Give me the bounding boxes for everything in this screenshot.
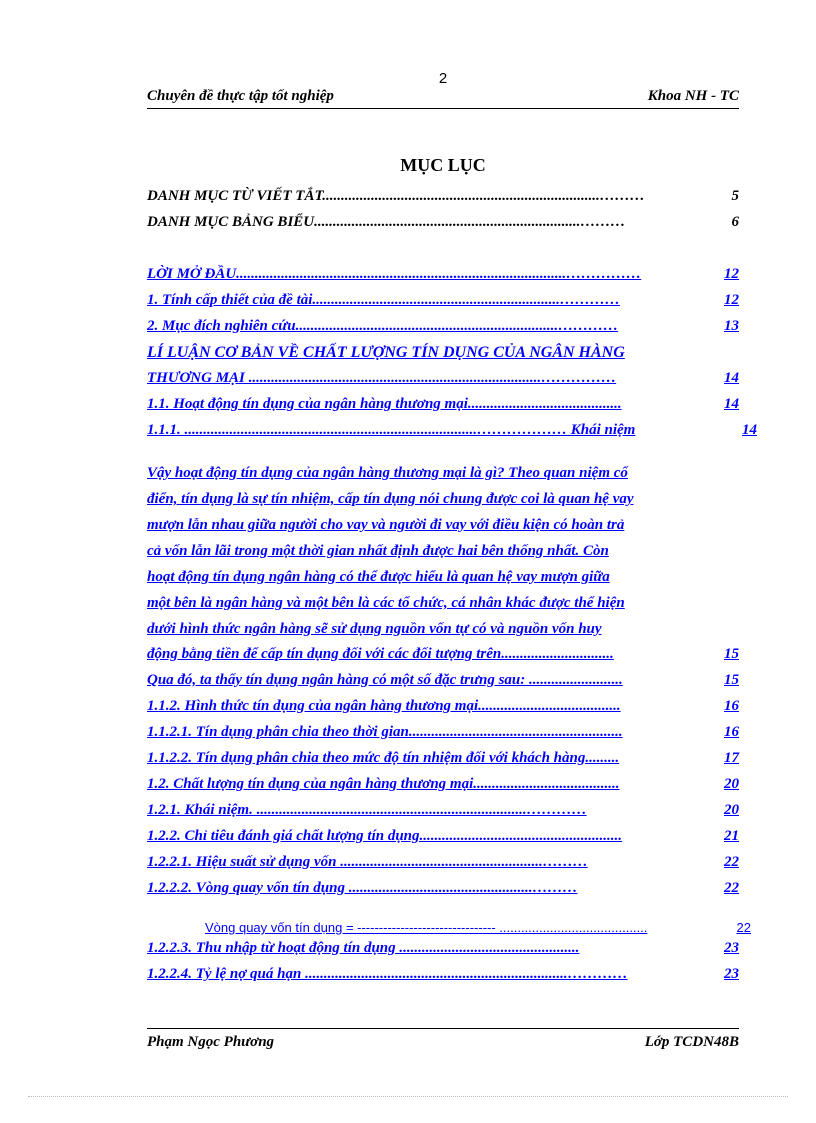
toc-after <box>147 642 739 902</box>
toc-link[interactable] <box>147 314 739 340</box>
toc-link-text: 1.1.1. ..............................................................................……………… Khái niệm <box>147 422 636 438</box>
toc-link[interactable] <box>147 936 739 962</box>
toc-link[interactable] <box>147 772 739 798</box>
toc-entry <box>147 210 739 236</box>
toc-link-page: 16 <box>724 698 739 714</box>
toc-link-page: 16 <box>724 724 739 740</box>
toc-link-page: 20 <box>724 776 739 792</box>
toc-link-text: động bằng tiền để cấp tín dụng đối với các đối tượng trên.............................. <box>147 646 614 662</box>
toc-link-text: Qua đó, ta thấy tín dụng ngân hàng có một số đặc trưng sau: ......................... <box>147 672 623 688</box>
paragraph-line: hoạt động tín dụng ngân hàng có thể được hiểu là quan hệ vay mượn giữa <box>147 569 610 585</box>
toc-link-page: 22 <box>724 854 739 870</box>
toc-link-page: 14 <box>724 396 739 412</box>
paragraph-line: mượn lẫn nhau giữa người cho vay và người đi vay với điều kiện có hoàn trả <box>147 517 625 533</box>
toc-link-page: 13 <box>724 318 739 334</box>
header-right: Khoa NH - TC <box>647 88 739 104</box>
toc-link[interactable] <box>147 668 739 694</box>
toc-link-page: 15 <box>724 672 739 688</box>
footer-left: Phạm Ngọc Phương <box>147 1034 275 1050</box>
toc-link[interactable] <box>147 720 739 746</box>
toc-entry-page: 6 <box>731 214 739 230</box>
toc-end <box>147 936 739 988</box>
paragraph-line: dưới hình thức ngân hàng sẽ sử dụng nguồn vốn tự có và nguồn vốn huy <box>147 621 602 637</box>
document-title: MỤC LỤC <box>400 155 486 175</box>
toc-link[interactable] <box>147 824 739 850</box>
toc-link-page: 12 <box>724 292 739 308</box>
toc-link-text: LÍ LUẬN CƠ BẢN VỀ CHẤT LƯỢNG TÍN DỤNG CỦA NGÂN HÀNG <box>147 344 625 361</box>
toc-link-text: 1.2.2.3. Thu nhập từ hoạt động tín dụng ................................................ <box>147 940 580 956</box>
toc-link[interactable] <box>147 746 739 772</box>
toc-link[interactable] <box>147 798 739 824</box>
toc-link-page: 15 <box>724 646 739 662</box>
toc-top <box>147 184 739 236</box>
formula-page: 22 <box>736 920 751 935</box>
toc-link[interactable] <box>147 288 739 314</box>
toc-link[interactable] <box>147 850 739 876</box>
toc-link-text: 1.1.2. Hình thức tín dụng của ngân hàng thương mại...................................... <box>147 698 621 714</box>
toc-link-text: 1.2. Chất lượng tín dụng của ngân hàng thương mại....................................... <box>147 776 620 792</box>
toc-link-text: 1.1.2.2. Tín dụng phân chia theo mức độ tín nhiệm đối với khách hàng......... <box>147 750 620 766</box>
toc-link-page: 14 <box>724 370 739 386</box>
toc-link-page: 23 <box>724 966 739 982</box>
paragraph-line: cả vốn lẫn lãi trong một thời gian nhất định được hai bên thống nhất. Còn <box>147 543 609 559</box>
toc-link-text: 1. Tính cấp thiết của đề tài..................................................................………… <box>147 292 620 308</box>
toc-link[interactable] <box>147 418 757 444</box>
toc-entry-text: DANH MỤC BẢNG BIỂU.......................................................................……… <box>147 214 626 230</box>
toc-link[interactable] <box>147 262 739 288</box>
toc-link-text: THƯƠNG MẠI ..............................................................................…………… <box>147 370 617 386</box>
toc-entry-page: 5 <box>731 188 739 204</box>
toc-link-text: 1.2.1. Khái niệm. ........................................................................………… <box>147 802 587 818</box>
toc-link-text: 2. Mục đích nghiên cứu......................................................................………… <box>147 318 619 334</box>
paragraph-line: điển, tín dụng là sự tín nhiệm, cấp tín dụng nói chung được coi là quan hệ vay <box>147 491 634 507</box>
toc-link-page: 20 <box>724 802 739 818</box>
toc-entry <box>147 184 739 210</box>
toc-link-page: 17 <box>724 750 739 766</box>
toc-link[interactable] <box>147 962 739 988</box>
toc-link-text: 1.2.2.4. Tỷ lệ nợ quá hạn ......................................................................………… <box>147 966 628 982</box>
toc-link-text: 1.2.2.1. Hiệu suất sử dụng vốn ......................................................……… <box>147 854 588 870</box>
toc-link-text: 1.1.2.1. Tín dụng phân chia theo thời gian......................................................... <box>147 724 623 740</box>
toc-entry-text: DANH MỤC TỪ VIẾT TẮT..........................................................................……… <box>147 188 645 204</box>
toc-link[interactable] <box>147 876 739 902</box>
toc-link[interactable] <box>147 694 739 720</box>
page-header <box>147 88 739 109</box>
header-left: Chuyên đề thực tập tốt nghiệp <box>147 88 334 104</box>
toc-link-page: 21 <box>724 828 739 844</box>
toc-link-text: 1.2.2.2. Vòng quay vốn tín dụng .................................................……… <box>147 880 578 896</box>
toc-main <box>147 262 757 444</box>
toc-link-text: 1.1. Hoạt động tín dụng của ngân hàng thương mại......................................... <box>147 396 622 412</box>
toc-paragraph[interactable] <box>147 460 757 642</box>
toc-link[interactable] <box>147 340 739 366</box>
toc-link[interactable] <box>147 392 739 418</box>
toc-link-page: 12 <box>724 266 739 282</box>
paragraph-line: một bên là ngân hàng và một bên là các tổ chức, cá nhân khác được thể hiện <box>147 595 625 611</box>
toc-link-page: 23 <box>724 940 739 956</box>
paragraph-line: Vậy hoạt động tín dụng của ngân hàng thương mại là gì? Theo quan niệm cổ <box>147 465 628 481</box>
page-bottom-rule <box>28 1096 788 1097</box>
toc-link-page: 22 <box>724 880 739 896</box>
toc-link-text: LỜI MỞ ĐẦU........................................................................................…………… <box>147 266 642 282</box>
toc-link[interactable] <box>147 642 739 668</box>
toc-link-text: 1.2.2. Chỉ tiêu đánh giá chất lượng tín dụng...................................................... <box>147 828 623 844</box>
page-number: 2 <box>438 70 448 87</box>
toc-link-page: 14 <box>742 422 757 438</box>
footer-right: Lớp TCDN48B <box>644 1034 739 1050</box>
page-footer <box>147 1028 739 1053</box>
formula-text: Vòng quay vốn tín dụng = -------------------------------- ......................................... <box>205 920 648 935</box>
toc-link[interactable] <box>147 366 739 392</box>
